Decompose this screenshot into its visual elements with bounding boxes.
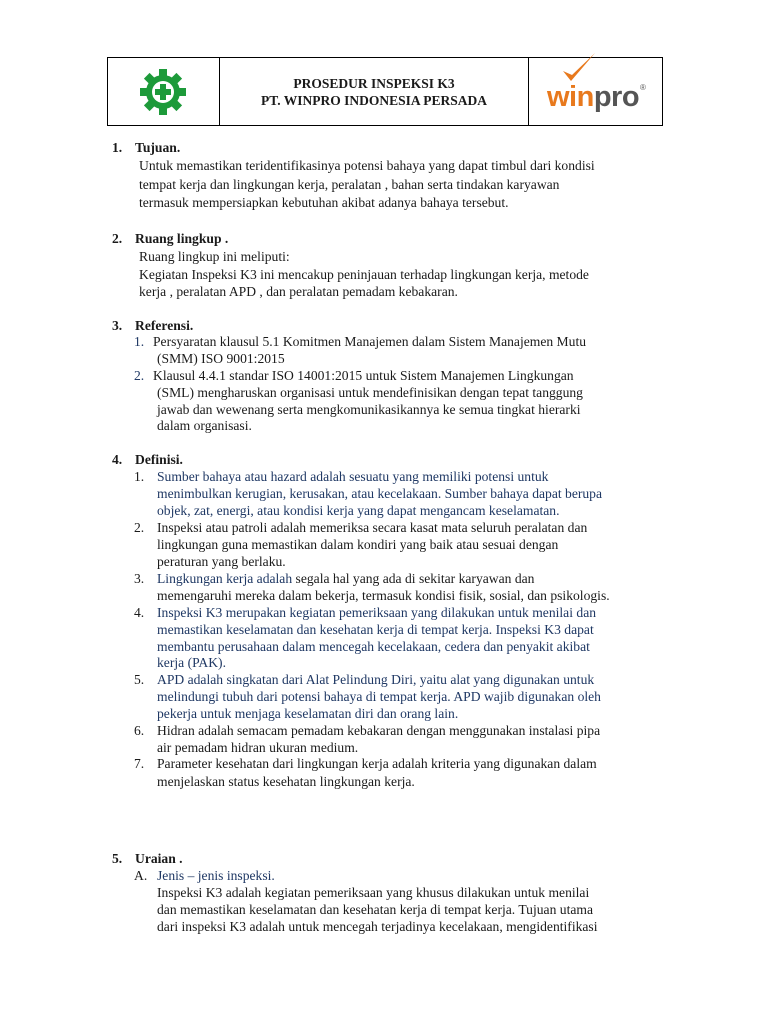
list-item-line: air pemadam hidran ukuran medium. bbox=[157, 740, 359, 755]
paragraph-line: Ruang lingkup ini meliputi: bbox=[139, 249, 290, 264]
sub-section-number: A. bbox=[134, 868, 148, 883]
list-item-line: memastikan keselamatan dan kesehatan kerja di tempat kerja. Inspeksi K3 dapat bbox=[157, 622, 594, 637]
list-item-line: Hidran adalah semacam pemadam kebakaran dengan menggunakan instalasi pipa bbox=[157, 723, 601, 738]
section-heading: Definisi. bbox=[135, 452, 183, 467]
list-item-line: melindungi tubuh dari potensi bahaya di tempat kerja. APD wajib digunakan oleh bbox=[157, 689, 601, 704]
section-number: 2. bbox=[112, 231, 123, 246]
list-item-line: kerja (PAK). bbox=[157, 655, 226, 670]
list-item-line: Klausul 4.4.1 standar ISO 14001:2015 untuk Sistem Manajemen Lingkungan bbox=[153, 368, 574, 383]
list-item-line: Inspeksi atau patroli adalah memeriksa secara kasat mata seluruh peralatan dan bbox=[157, 520, 588, 535]
list-item-line: Parameter kesehatan dari lingkungan kerja adalah kriteria yang digunakan dalam bbox=[157, 756, 597, 771]
list-item-line: Sumber bahaya atau hazard adalah sesuatu yang memiliki potensi untuk bbox=[157, 469, 549, 484]
section-heading: Referensi. bbox=[135, 318, 194, 333]
list-item-line: Inspeksi K3 merupakan kegiatan pemeriksaan yang dilakukan untuk menilai dan bbox=[157, 605, 597, 620]
list-item-line: lingkungan guna memastikan dalam kondiri yang baik atau sesuai dengan bbox=[157, 537, 559, 552]
paragraph-line: dari inspeksi K3 adalah untuk mencegah terjadinya kecelakaan, mengidentifikasi bbox=[157, 919, 598, 934]
paragraph-line: tempat kerja dan lingkungan kerja, peralatan , bahan serta tindakan karyawan bbox=[139, 177, 560, 192]
list-item-line: dalam organisasi. bbox=[157, 418, 252, 433]
list-number: 1. bbox=[134, 469, 145, 484]
list-item-line: (SMM) ISO 9001:2015 bbox=[157, 351, 285, 366]
list-number: 6. bbox=[134, 723, 145, 738]
paragraph-line: kerja , peralatan APD , dan peralatan pemadam kebakaran. bbox=[139, 284, 458, 299]
list-item-line: memengaruhi mereka dalam bekerja, termasuk kondisi fisik, sosial, dan psikologis. bbox=[157, 588, 610, 603]
section-heading: Tujuan. bbox=[135, 140, 181, 155]
section-heading: Uraian . bbox=[135, 851, 183, 866]
list-number: 7. bbox=[134, 756, 145, 771]
brand-text-pro: pro bbox=[593, 81, 640, 113]
brand-text-win: win bbox=[546, 81, 594, 113]
section-number: 5. bbox=[112, 851, 123, 866]
list-item-line: menjelaskan status kesehatan lingkungan kerja. bbox=[157, 774, 415, 789]
section-number: 4. bbox=[112, 452, 123, 467]
list-item-line: membantu perusahaan dalam mencegah kecelakaan, cedera dan penyakit akibat bbox=[157, 639, 590, 654]
list-number: 5. bbox=[134, 672, 145, 687]
title-line-2: PT. WINPRO INDONESIA PERSADA bbox=[261, 92, 488, 108]
paragraph-line: Inspeksi K3 adalah kegiatan pemeriksaan yang khusus dilakukan untuk menilai bbox=[157, 885, 590, 900]
sub-section-title: Jenis – jenis inspeksi. bbox=[157, 868, 275, 883]
list-item-line: jawab dan wewenang serta mengkomunikasikannya ke semua tingkat hierarki bbox=[157, 402, 581, 417]
list-item-line: Persyaratan klausul 5.1 Komitmen Manajemen dalam Sistem Manajemen Mutu bbox=[153, 334, 587, 349]
list-number: 4. bbox=[134, 605, 145, 620]
list-number: 1. bbox=[134, 334, 145, 349]
paragraph-line: dan memastikan keselamatan dan kesehatan kerja di tempat kerja. Tujuan utama bbox=[157, 902, 593, 917]
term-highlight: Lingkungan kerja adalah bbox=[157, 571, 293, 586]
paragraph-line: termasuk mempersiapkan kebutuhan akibat adanya bahaya tersebut. bbox=[139, 195, 509, 210]
section-number: 3. bbox=[112, 318, 123, 333]
list-number: 3. bbox=[134, 571, 145, 586]
registered-mark: ® bbox=[640, 83, 646, 92]
list-item-line: peraturan yang berlaku. bbox=[157, 554, 286, 569]
list-item-line: menimbulkan kerugian, kerusakan, atau kecelakaan. Sumber bahaya dapat berupa bbox=[157, 486, 603, 501]
term-rest: segala hal yang ada di sekitar karyawan dan bbox=[292, 571, 535, 586]
list-item-line bbox=[157, 570, 534, 587]
title-line-1: PROSEDUR INSPEKSI K3 bbox=[293, 75, 455, 91]
list-number: 2. bbox=[134, 368, 145, 383]
list-item-line: APD adalah singkatan dari Alat Pelindung Diri, yaitu alat yang digunakan untuk bbox=[157, 672, 595, 687]
list-number: 2. bbox=[134, 520, 145, 535]
paragraph-line: Untuk memastikan teridentifikasinya potensi bahaya yang dapat timbul dari kondisi bbox=[139, 158, 595, 173]
section-heading: Ruang lingkup . bbox=[135, 231, 229, 246]
list-item-line: objek, zat, energi, atau kondisi kerja yang dapat mengancam keselamatan. bbox=[157, 503, 560, 518]
list-item-line: (SML) mengharuskan organisasi untuk mendefinisikan dengan tepat tanggung bbox=[157, 385, 583, 400]
list-item-line: pekerja untuk menjaga keselamatan diri dan orang lain. bbox=[157, 706, 459, 721]
section-number: 1. bbox=[112, 140, 123, 155]
paragraph-line: Kegiatan Inspeksi K3 ini mencakup peninjauan terhadap lingkungan kerja, metode bbox=[139, 267, 589, 282]
